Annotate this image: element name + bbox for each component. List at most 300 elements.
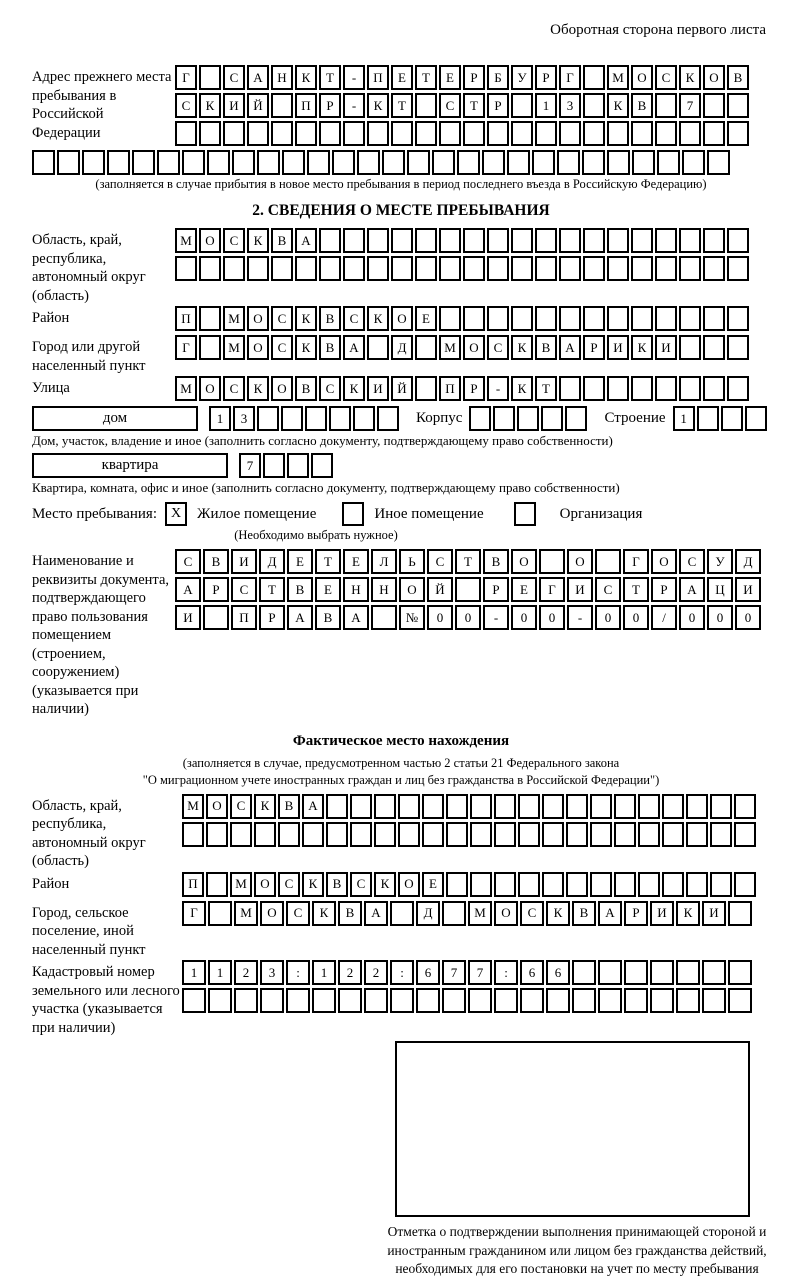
char-cell[interactable] (734, 822, 756, 847)
char-cell[interactable]: И (567, 577, 593, 602)
char-cell[interactable]: 0 (735, 605, 761, 630)
char-cell[interactable]: В (727, 65, 749, 90)
char-cell[interactable] (727, 93, 749, 118)
char-cell[interactable]: - (343, 65, 365, 90)
char-cell[interactable]: К (295, 65, 317, 90)
char-cell[interactable] (367, 228, 389, 253)
char-cell[interactable] (353, 406, 375, 431)
char-cell[interactable] (391, 228, 413, 253)
zhiloe-checkbox[interactable]: X (165, 502, 187, 526)
char-cell[interactable]: С (439, 93, 461, 118)
char-cell[interactable]: 2 (338, 960, 362, 985)
char-cell[interactable] (507, 150, 530, 175)
char-cell[interactable]: Т (623, 577, 649, 602)
char-cell[interactable] (632, 150, 655, 175)
char-cell[interactable]: К (676, 901, 700, 926)
char-cell[interactable]: Й (247, 93, 269, 118)
char-cell[interactable]: Р (487, 93, 509, 118)
char-cell[interactable] (281, 406, 303, 431)
char-cell[interactable]: 6 (546, 960, 570, 985)
char-cell[interactable] (223, 256, 245, 281)
char-cell[interactable] (607, 150, 630, 175)
char-cell[interactable]: Р (463, 376, 485, 401)
char-cell[interactable] (710, 794, 732, 819)
char-cell[interactable]: Е (415, 306, 437, 331)
char-cell[interactable] (559, 256, 581, 281)
char-cell[interactable]: Т (535, 376, 557, 401)
char-cell[interactable] (541, 406, 563, 431)
char-cell[interactable] (631, 376, 653, 401)
char-cell[interactable]: И (735, 577, 761, 602)
char-cell[interactable] (463, 228, 485, 253)
char-cell[interactable]: О (199, 376, 221, 401)
char-cell[interactable] (734, 872, 756, 897)
char-cell[interactable]: А (343, 605, 369, 630)
char-cell[interactable] (721, 406, 743, 431)
char-cell[interactable] (631, 228, 653, 253)
char-cell[interactable]: Т (319, 65, 341, 90)
char-cell[interactable] (702, 988, 726, 1013)
char-cell[interactable] (271, 93, 293, 118)
char-cell[interactable] (583, 306, 605, 331)
char-cell[interactable] (583, 256, 605, 281)
char-cell[interactable]: В (319, 335, 341, 360)
char-cell[interactable] (734, 794, 756, 819)
char-cell[interactable] (598, 960, 622, 985)
char-cell[interactable]: Р (535, 65, 557, 90)
char-cell[interactable]: 3 (260, 960, 284, 985)
char-cell[interactable] (439, 256, 461, 281)
char-cell[interactable] (391, 121, 413, 146)
char-cell[interactable] (343, 121, 365, 146)
char-cell[interactable] (590, 822, 612, 847)
inoe-checkbox[interactable] (342, 502, 364, 526)
char-cell[interactable]: О (651, 549, 677, 574)
char-cell[interactable] (468, 988, 492, 1013)
char-cell[interactable]: К (247, 228, 269, 253)
char-cell[interactable] (679, 256, 701, 281)
char-cell[interactable]: И (231, 549, 257, 574)
char-cell[interactable] (374, 794, 396, 819)
char-cell[interactable] (511, 93, 533, 118)
char-cell[interactable]: - (483, 605, 509, 630)
char-cell[interactable]: К (295, 335, 317, 360)
char-cell[interactable]: В (271, 228, 293, 253)
char-cell[interactable] (470, 794, 492, 819)
char-cell[interactable]: М (175, 376, 197, 401)
char-cell[interactable]: А (343, 335, 365, 360)
char-cell[interactable] (655, 93, 677, 118)
char-cell[interactable] (247, 256, 269, 281)
char-cell[interactable] (595, 549, 621, 574)
char-cell[interactable] (662, 822, 684, 847)
char-cell[interactable] (175, 121, 197, 146)
char-cell[interactable] (686, 872, 708, 897)
char-cell[interactable]: 2 (364, 960, 388, 985)
char-cell[interactable] (679, 376, 701, 401)
char-cell[interactable]: А (302, 794, 324, 819)
char-cell[interactable] (422, 794, 444, 819)
char-cell[interactable]: 0 (679, 605, 705, 630)
char-cell[interactable] (326, 794, 348, 819)
char-cell[interactable] (679, 121, 701, 146)
char-cell[interactable] (614, 794, 636, 819)
char-cell[interactable]: 1 (535, 93, 557, 118)
char-cell[interactable]: 3 (559, 93, 581, 118)
char-cell[interactable]: С (175, 549, 201, 574)
char-cell[interactable]: Р (319, 93, 341, 118)
char-cell[interactable]: А (247, 65, 269, 90)
char-cell[interactable] (703, 121, 725, 146)
char-cell[interactable] (157, 150, 180, 175)
char-cell[interactable] (391, 256, 413, 281)
char-cell[interactable] (559, 376, 581, 401)
char-cell[interactable]: М (230, 872, 252, 897)
char-cell[interactable]: Е (287, 549, 313, 574)
char-cell[interactable] (357, 150, 380, 175)
char-cell[interactable]: Г (623, 549, 649, 574)
char-cell[interactable]: Р (583, 335, 605, 360)
char-cell[interactable]: С (319, 376, 341, 401)
char-cell[interactable]: Л (371, 549, 397, 574)
char-cell[interactable] (728, 901, 752, 926)
char-cell[interactable] (676, 988, 700, 1013)
char-cell[interactable]: Г (182, 901, 206, 926)
char-cell[interactable]: П (295, 93, 317, 118)
char-cell[interactable]: О (271, 376, 293, 401)
char-cell[interactable] (343, 228, 365, 253)
char-cell[interactable] (182, 988, 206, 1013)
char-cell[interactable]: Е (343, 549, 369, 574)
char-cell[interactable]: 6 (520, 960, 544, 985)
char-cell[interactable] (415, 93, 437, 118)
char-cell[interactable]: Е (439, 65, 461, 90)
char-cell[interactable]: М (439, 335, 461, 360)
char-cell[interactable]: С (223, 376, 245, 401)
char-cell[interactable]: 6 (416, 960, 440, 985)
char-cell[interactable] (655, 376, 677, 401)
char-cell[interactable] (566, 794, 588, 819)
char-cell[interactable] (470, 872, 492, 897)
char-cell[interactable]: И (655, 335, 677, 360)
char-cell[interactable] (364, 988, 388, 1013)
char-cell[interactable] (446, 872, 468, 897)
char-cell[interactable] (469, 406, 491, 431)
char-cell[interactable]: 0 (455, 605, 481, 630)
char-cell[interactable] (583, 65, 605, 90)
char-cell[interactable]: И (223, 93, 245, 118)
char-cell[interactable] (260, 988, 284, 1013)
char-cell[interactable]: К (631, 335, 653, 360)
char-cell[interactable]: 2 (234, 960, 258, 985)
char-cell[interactable] (728, 960, 752, 985)
char-cell[interactable] (511, 306, 533, 331)
char-cell[interactable] (542, 794, 564, 819)
char-cell[interactable]: С (271, 306, 293, 331)
char-cell[interactable]: 3 (233, 406, 255, 431)
char-cell[interactable] (631, 256, 653, 281)
char-cell[interactable] (319, 228, 341, 253)
char-cell[interactable]: О (254, 872, 276, 897)
char-cell[interactable] (223, 121, 245, 146)
char-cell[interactable]: Р (624, 901, 648, 926)
char-cell[interactable]: Й (427, 577, 453, 602)
char-cell[interactable] (511, 256, 533, 281)
char-cell[interactable] (728, 988, 752, 1013)
char-cell[interactable] (532, 150, 555, 175)
char-cell[interactable] (32, 150, 55, 175)
char-cell[interactable]: С (223, 65, 245, 90)
char-cell[interactable] (432, 150, 455, 175)
char-cell[interactable] (657, 150, 680, 175)
char-cell[interactable] (614, 872, 636, 897)
char-cell[interactable]: В (631, 93, 653, 118)
char-cell[interactable]: П (231, 605, 257, 630)
char-cell[interactable] (107, 150, 130, 175)
char-cell[interactable] (199, 121, 221, 146)
char-cell[interactable] (703, 228, 725, 253)
char-cell[interactable] (582, 150, 605, 175)
char-cell[interactable] (487, 256, 509, 281)
char-cell[interactable]: 7 (468, 960, 492, 985)
char-cell[interactable] (415, 376, 437, 401)
char-cell[interactable] (319, 256, 341, 281)
char-cell[interactable] (208, 988, 232, 1013)
char-cell[interactable] (572, 988, 596, 1013)
char-cell[interactable]: П (367, 65, 389, 90)
char-cell[interactable] (487, 121, 509, 146)
char-cell[interactable] (338, 988, 362, 1013)
char-cell[interactable]: П (439, 376, 461, 401)
char-cell[interactable] (439, 121, 461, 146)
char-cell[interactable] (590, 872, 612, 897)
char-cell[interactable]: С (487, 335, 509, 360)
char-cell[interactable]: О (391, 306, 413, 331)
char-cell[interactable]: О (247, 335, 269, 360)
char-cell[interactable] (329, 406, 351, 431)
char-cell[interactable]: - (487, 376, 509, 401)
char-cell[interactable] (745, 406, 767, 431)
char-cell[interactable]: В (295, 376, 317, 401)
char-cell[interactable] (132, 150, 155, 175)
char-cell[interactable]: В (572, 901, 596, 926)
char-cell[interactable]: Ц (707, 577, 733, 602)
char-cell[interactable] (254, 822, 276, 847)
char-cell[interactable] (295, 256, 317, 281)
char-cell[interactable] (416, 988, 440, 1013)
char-cell[interactable]: С (175, 93, 197, 118)
char-cell[interactable] (307, 150, 330, 175)
char-cell[interactable] (305, 406, 327, 431)
char-cell[interactable]: - (567, 605, 593, 630)
char-cell[interactable]: М (223, 335, 245, 360)
char-cell[interactable] (271, 121, 293, 146)
char-cell[interactable]: К (295, 306, 317, 331)
char-cell[interactable] (463, 306, 485, 331)
char-cell[interactable]: 1 (673, 406, 695, 431)
char-cell[interactable] (520, 988, 544, 1013)
char-cell[interactable]: Г (175, 65, 197, 90)
char-cell[interactable]: - (343, 93, 365, 118)
char-cell[interactable]: М (468, 901, 492, 926)
char-cell[interactable] (367, 121, 389, 146)
char-cell[interactable]: М (182, 794, 204, 819)
char-cell[interactable] (650, 960, 674, 985)
char-cell[interactable]: Н (343, 577, 369, 602)
char-cell[interactable] (703, 306, 725, 331)
char-cell[interactable] (398, 794, 420, 819)
char-cell[interactable] (439, 228, 461, 253)
char-cell[interactable] (662, 794, 684, 819)
char-cell[interactable] (377, 406, 399, 431)
char-cell[interactable] (367, 335, 389, 360)
char-cell[interactable]: Т (259, 577, 285, 602)
char-cell[interactable] (286, 988, 310, 1013)
char-cell[interactable] (682, 150, 705, 175)
char-cell[interactable] (415, 256, 437, 281)
char-cell[interactable] (332, 150, 355, 175)
char-cell[interactable] (566, 872, 588, 897)
char-cell[interactable] (697, 406, 719, 431)
char-cell[interactable] (371, 605, 397, 630)
char-cell[interactable] (679, 228, 701, 253)
char-cell[interactable]: У (511, 65, 533, 90)
char-cell[interactable]: 0 (595, 605, 621, 630)
char-cell[interactable]: : (494, 960, 518, 985)
char-cell[interactable] (271, 256, 293, 281)
char-cell[interactable]: О (511, 549, 537, 574)
char-cell[interactable] (493, 406, 515, 431)
char-cell[interactable] (638, 822, 660, 847)
char-cell[interactable]: У (707, 549, 733, 574)
char-cell[interactable]: А (364, 901, 388, 926)
char-cell[interactable]: Т (415, 65, 437, 90)
char-cell[interactable]: Г (559, 65, 581, 90)
char-cell[interactable]: Д (391, 335, 413, 360)
char-cell[interactable] (350, 794, 372, 819)
char-cell[interactable]: О (399, 577, 425, 602)
char-cell[interactable] (703, 376, 725, 401)
char-cell[interactable] (535, 228, 557, 253)
char-cell[interactable]: К (247, 376, 269, 401)
char-cell[interactable] (175, 256, 197, 281)
char-cell[interactable]: Й (391, 376, 413, 401)
char-cell[interactable]: И (367, 376, 389, 401)
char-cell[interactable] (206, 872, 228, 897)
char-cell[interactable] (407, 150, 430, 175)
char-cell[interactable]: Ь (399, 549, 425, 574)
char-cell[interactable] (470, 822, 492, 847)
char-cell[interactable]: Е (391, 65, 413, 90)
char-cell[interactable]: О (631, 65, 653, 90)
char-cell[interactable]: Р (483, 577, 509, 602)
char-cell[interactable] (232, 150, 255, 175)
char-cell[interactable]: К (343, 376, 365, 401)
char-cell[interactable]: С (343, 306, 365, 331)
char-cell[interactable]: В (326, 872, 348, 897)
char-cell[interactable] (494, 794, 516, 819)
char-cell[interactable]: И (650, 901, 674, 926)
char-cell[interactable]: С (595, 577, 621, 602)
char-cell[interactable] (703, 93, 725, 118)
char-cell[interactable]: К (679, 65, 701, 90)
char-cell[interactable] (374, 822, 396, 847)
char-cell[interactable]: / (651, 605, 677, 630)
char-cell[interactable] (487, 228, 509, 253)
char-cell[interactable] (535, 121, 557, 146)
char-cell[interactable] (382, 150, 405, 175)
char-cell[interactable]: 0 (623, 605, 649, 630)
char-cell[interactable]: А (559, 335, 581, 360)
char-cell[interactable]: О (247, 306, 269, 331)
char-cell[interactable]: 7 (239, 453, 261, 478)
char-cell[interactable]: К (367, 93, 389, 118)
char-cell[interactable]: П (182, 872, 204, 897)
char-cell[interactable] (638, 872, 660, 897)
char-cell[interactable]: К (199, 93, 221, 118)
char-cell[interactable]: И (702, 901, 726, 926)
char-cell[interactable] (655, 256, 677, 281)
char-cell[interactable] (350, 822, 372, 847)
char-cell[interactable] (319, 121, 341, 146)
char-cell[interactable]: Д (416, 901, 440, 926)
char-cell[interactable] (463, 121, 485, 146)
char-cell[interactable]: Н (271, 65, 293, 90)
char-cell[interactable]: С (655, 65, 677, 90)
char-cell[interactable] (57, 150, 80, 175)
char-cell[interactable]: В (315, 605, 341, 630)
char-cell[interactable]: С (223, 228, 245, 253)
char-cell[interactable] (312, 988, 336, 1013)
char-cell[interactable] (607, 256, 629, 281)
char-cell[interactable] (82, 150, 105, 175)
char-cell[interactable]: С (427, 549, 453, 574)
char-cell[interactable] (455, 577, 481, 602)
char-cell[interactable]: К (374, 872, 396, 897)
char-cell[interactable] (707, 150, 730, 175)
char-cell[interactable]: К (511, 335, 533, 360)
char-cell[interactable] (257, 406, 279, 431)
char-cell[interactable] (631, 121, 653, 146)
char-cell[interactable]: В (278, 794, 300, 819)
char-cell[interactable] (566, 822, 588, 847)
char-cell[interactable] (583, 93, 605, 118)
char-cell[interactable] (559, 228, 581, 253)
char-cell[interactable] (208, 901, 232, 926)
char-cell[interactable]: В (287, 577, 313, 602)
char-cell[interactable]: Т (391, 93, 413, 118)
char-cell[interactable] (518, 872, 540, 897)
char-cell[interactable]: 1 (312, 960, 336, 985)
char-cell[interactable] (583, 121, 605, 146)
char-cell[interactable] (442, 988, 466, 1013)
char-cell[interactable] (535, 306, 557, 331)
char-cell[interactable] (487, 306, 509, 331)
char-cell[interactable]: Е (422, 872, 444, 897)
char-cell[interactable] (702, 960, 726, 985)
char-cell[interactable] (343, 256, 365, 281)
char-cell[interactable]: С (231, 577, 257, 602)
char-cell[interactable] (311, 453, 333, 478)
char-cell[interactable] (199, 256, 221, 281)
char-cell[interactable]: Д (259, 549, 285, 574)
char-cell[interactable] (415, 335, 437, 360)
char-cell[interactable] (686, 794, 708, 819)
char-cell[interactable] (247, 121, 269, 146)
char-cell[interactable] (727, 306, 749, 331)
char-cell[interactable]: Р (203, 577, 229, 602)
char-cell[interactable] (590, 794, 612, 819)
